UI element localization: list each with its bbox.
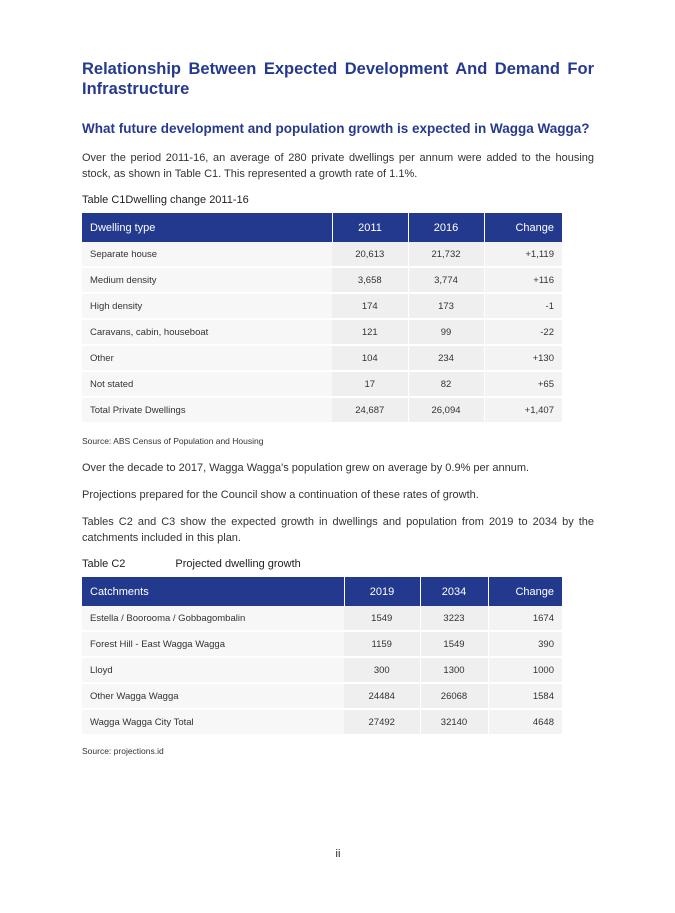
table-row [82,709,562,735]
table-cell: Forest Hill - East Wagga Wagga [82,631,344,657]
table1-header-1: 2011 [332,213,408,242]
table-cell: +116 [484,267,562,293]
table-cell: 24484 [344,683,420,709]
table1-header-0: Dwelling type [82,213,332,242]
table-cell: -1 [484,293,562,319]
table-cell: Estella / Boorooma / Gobbagombalin [82,606,344,631]
table-cell: 32140 [420,709,488,735]
paragraph-dwellings: Over the period 2011-16, an average of 280 private dwellings per annum were added to the housing stock, as shown in Table C1. This represented a growth rate of 1.1%. [82,152,594,180]
paragraph-projections: Projections prepared for the Council show a continuation of these rates of growth. [82,489,479,501]
table2-header-3: Change [488,577,562,606]
table-cell: 1584 [488,683,562,709]
table-cell: 26,094 [408,397,484,423]
table-cell: 173 [408,293,484,319]
table-cell: -22 [484,319,562,345]
table-cell: 1159 [344,631,420,657]
page-heading: Relationship Between Expected Development And Demand For Infrastructure [82,60,594,98]
table-cell: Other Wagga Wagga [82,683,344,709]
table-cell: 234 [408,345,484,371]
table-cell: Separate house [82,242,332,267]
table2-caption-title: Projected dwelling growth [175,558,301,570]
table-cell: Medium density [82,267,332,293]
table2-caption [82,558,301,570]
table-cell: 390 [488,631,562,657]
table-cell: Total Private Dwellings [82,397,332,423]
section-subheading: What future development and population growth is expected in Wagga Wagga? [82,121,590,136]
table2-source: Source: projections.id [82,746,164,756]
table1-source: Source: ABS Census of Population and Housing [82,436,264,446]
table-cell: 20,613 [332,242,408,267]
table-row [82,242,562,267]
table-cell: 1549 [344,606,420,631]
table-row [82,371,562,397]
table-cell: 174 [332,293,408,319]
table-row [82,631,562,657]
table1-header-3: Change [484,213,562,242]
table-cell: 3,774 [408,267,484,293]
paragraph-population: Over the decade to 2017, Wagga Wagga's population grew on average by 0.9% per annum. [82,462,530,474]
table-cell: +65 [484,371,562,397]
table2-header-2: 2034 [420,577,488,606]
table-row [82,319,562,345]
table-cell: 1300 [420,657,488,683]
table-cell: 27492 [344,709,420,735]
table-cell: 82 [408,371,484,397]
table-row [82,397,562,423]
page-number: ii [335,848,341,860]
table-cell: Lloyd [82,657,344,683]
table2-header-1: 2019 [344,577,420,606]
table-cell: 17 [332,371,408,397]
table-cell: 300 [344,657,420,683]
table-cell: 24,687 [332,397,408,423]
table-cell: 26068 [420,683,488,709]
table-cell: 99 [408,319,484,345]
table-cell: 3223 [420,606,488,631]
table-row [82,657,562,683]
dwelling-change-table [82,213,562,424]
table-cell: Wagga Wagga City Total [82,709,344,735]
table-row [82,683,562,709]
table-cell: +1,119 [484,242,562,267]
table-cell: 21,732 [408,242,484,267]
table-cell: High density [82,293,332,319]
table-cell: 3,658 [332,267,408,293]
table2-caption-label: Table C2 [82,558,126,570]
table-row [82,606,562,631]
table-row [82,267,562,293]
table2-header-0: Catchments [82,577,344,606]
table-cell: 1549 [420,631,488,657]
table-cell: 1674 [488,606,562,631]
table-cell: 104 [332,345,408,371]
table-cell: Not stated [82,371,332,397]
table-cell: Other [82,345,332,371]
table1-caption: Table C1Dwelling change 2011-16 [82,194,249,206]
table-cell: +1,407 [484,397,562,423]
table-row [82,293,562,319]
table1-header-2: 2016 [408,213,484,242]
table-cell: 4648 [488,709,562,735]
table-cell: 1000 [488,657,562,683]
table-row [82,345,562,371]
projected-dwelling-table [82,577,562,736]
table-cell: +130 [484,345,562,371]
table-cell: Caravans, cabin, houseboat [82,319,332,345]
paragraph-tables-intro: Tables C2 and C3 show the expected growth in dwellings and population from 2019 to 2034 by the catchments included in this plan. [82,516,594,544]
table-cell: 121 [332,319,408,345]
